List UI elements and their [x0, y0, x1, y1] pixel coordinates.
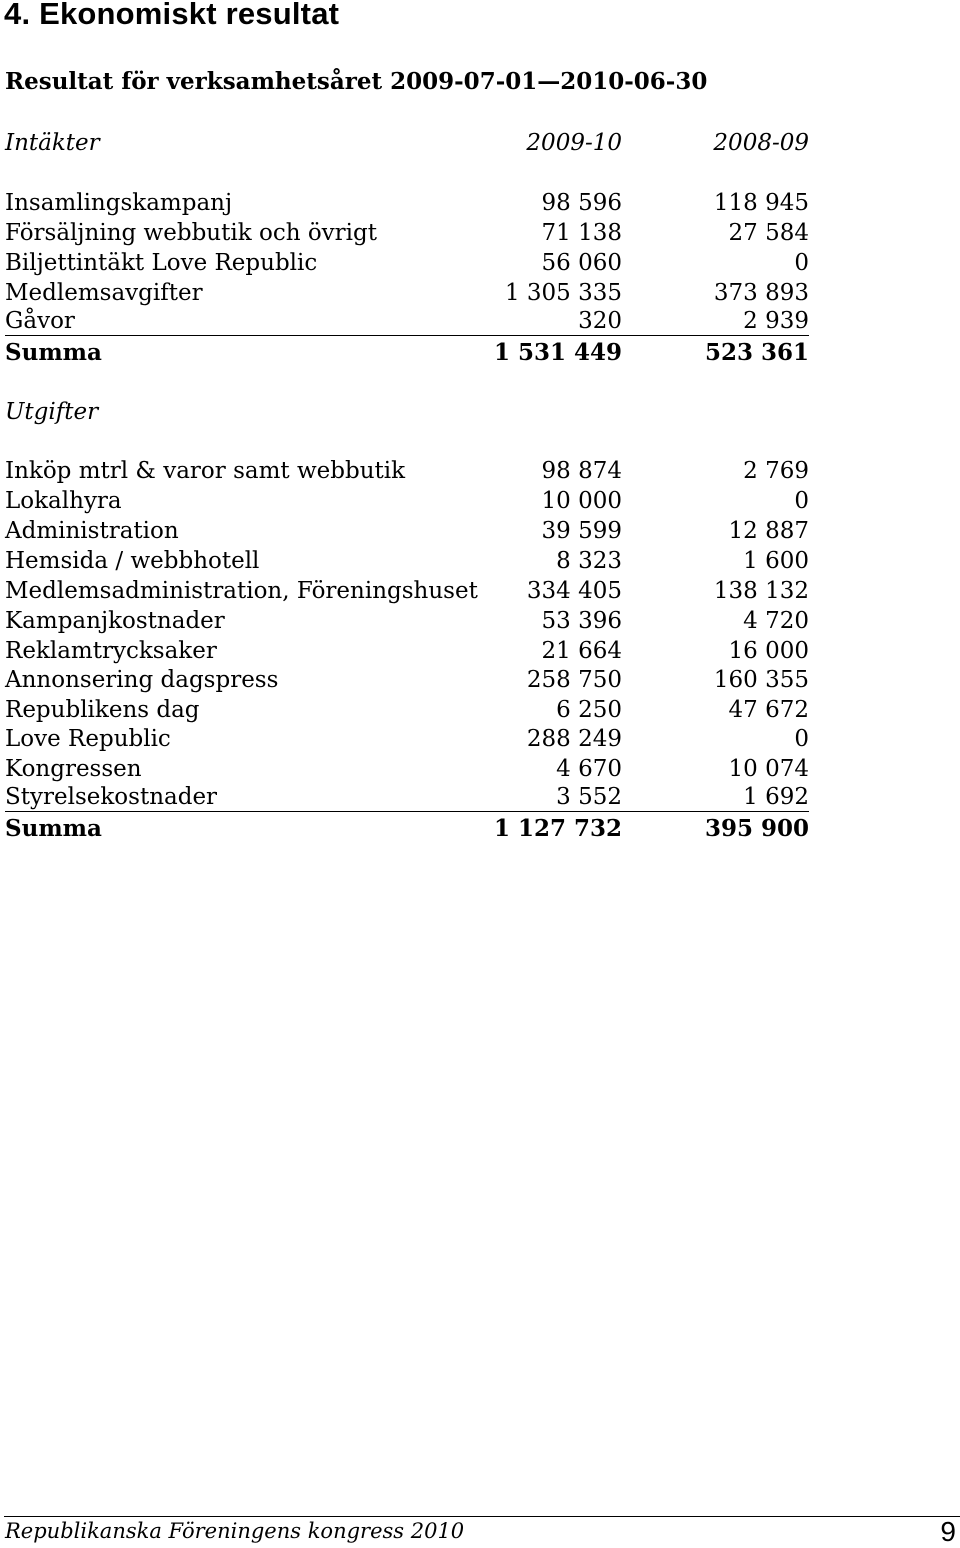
- row-label: Love Republic: [5, 726, 171, 752]
- value-2008-09: 47 672: [728, 697, 809, 723]
- expense-row: [5, 695, 809, 725]
- value-2009-10: 98 596: [541, 190, 622, 216]
- value-2008-09: 2 939: [743, 308, 809, 334]
- income-total-row: [5, 338, 809, 368]
- total-label: Summa: [5, 339, 102, 366]
- value-2009-10: 21 664: [541, 638, 622, 664]
- income-header-row: [5, 128, 809, 158]
- section-title: 4. Ekonomiskt resultat: [4, 0, 340, 31]
- value-2008-09: 10 074: [728, 756, 809, 782]
- value-2009-10: 8 323: [556, 548, 622, 574]
- expenses-total-row: [5, 814, 809, 844]
- expense-row: [5, 782, 809, 812]
- value-2008-09: 4 720: [743, 608, 809, 634]
- row-label: Inköp mtrl & varor samt webbutik: [5, 458, 406, 484]
- expense-row: [5, 724, 809, 754]
- expense-row: [5, 754, 809, 784]
- value-2009-10: 56 060: [541, 250, 622, 276]
- expense-row: [5, 576, 809, 606]
- value-2008-09: 1 600: [743, 548, 809, 574]
- value-2008-09: 27 584: [728, 220, 809, 246]
- income-row: [5, 248, 809, 278]
- value-2009-10: 334 405: [526, 578, 622, 604]
- value-2008-09: 160 355: [713, 667, 809, 693]
- value-2009-10: 39 599: [541, 518, 622, 544]
- footer-text: Republikanska Föreningens kongress 2010: [5, 1519, 465, 1543]
- total-2009-10: 1 127 732: [493, 815, 622, 842]
- expense-row: [5, 516, 809, 546]
- total-label: Summa: [5, 815, 102, 842]
- total-2008-09: 395 900: [704, 815, 809, 842]
- value-2009-10: 258 750: [526, 667, 622, 693]
- row-label: Biljettintäkt Love Republic: [5, 250, 318, 276]
- value-2008-09: 118 945: [713, 190, 809, 216]
- value-2008-09: 373 893: [713, 280, 809, 306]
- row-label: Lokalhyra: [5, 488, 122, 514]
- expense-row: [5, 456, 809, 486]
- income-row: [5, 306, 809, 336]
- income-header: Intäkter: [5, 130, 100, 156]
- row-label: Republikens dag: [5, 697, 200, 723]
- income-row: [5, 278, 809, 308]
- income-row: [5, 218, 809, 248]
- total-2008-09: 523 361: [704, 339, 809, 366]
- value-2008-09: 12 887: [728, 518, 809, 544]
- value-2009-10: 320: [578, 308, 622, 334]
- value-2008-09: 0: [794, 488, 809, 514]
- column-header-2009-10: 2009-10: [526, 130, 622, 156]
- row-label: Styrelsekostnader: [5, 784, 218, 810]
- value-2009-10: 53 396: [541, 608, 622, 634]
- row-label: Försäljning webbutik och övrigt: [5, 220, 377, 246]
- value-2009-10: 6 250: [556, 697, 622, 723]
- row-label: Medlemsadministration, Föreningshuset: [5, 578, 478, 604]
- value-2008-09: 16 000: [728, 638, 809, 664]
- row-label: Insamlingskampanj: [5, 190, 233, 216]
- income-row: [5, 188, 809, 218]
- value-2008-09: 138 132: [713, 578, 809, 604]
- expense-row: [5, 636, 809, 666]
- row-label: Hemsida / webbhotell: [5, 548, 260, 574]
- value-2008-09: 0: [794, 726, 809, 752]
- expense-row: [5, 486, 809, 516]
- expenses-header: Utgifter: [5, 399, 99, 425]
- row-label: Annonsering dagspress: [5, 667, 279, 693]
- row-label: Kampanjkostnader: [5, 608, 225, 634]
- row-label: Kongressen: [5, 756, 142, 782]
- row-label: Gåvor: [5, 308, 75, 334]
- expenses-header-row: [5, 397, 809, 427]
- value-2009-10: 98 874: [541, 458, 622, 484]
- value-2009-10: 4 670: [556, 756, 622, 782]
- value-2009-10: 288 249: [526, 726, 622, 752]
- footer-divider: [4, 1516, 960, 1517]
- row-label: Medlemsavgifter: [5, 280, 203, 306]
- expense-row: [5, 665, 809, 695]
- page-number: 9: [940, 1516, 956, 1547]
- report-subtitle: Resultat för verksamhetsåret 2009-07-01—2010-06-30: [5, 68, 708, 95]
- value-2008-09: 2 769: [743, 458, 809, 484]
- row-label: Administration: [5, 518, 179, 544]
- expense-row: [5, 546, 809, 576]
- column-header-2008-09: 2008-09: [713, 130, 809, 156]
- row-label: Reklamtrycksaker: [5, 638, 217, 664]
- value-2008-09: 0: [794, 250, 809, 276]
- expense-row: [5, 606, 809, 636]
- value-2009-10: 1 305 335: [504, 280, 622, 306]
- value-2009-10: 3 552: [556, 784, 622, 810]
- value-2009-10: 10 000: [541, 488, 622, 514]
- total-2009-10: 1 531 449: [493, 339, 622, 366]
- value-2009-10: 71 138: [541, 220, 622, 246]
- value-2008-09: 1 692: [743, 784, 809, 810]
